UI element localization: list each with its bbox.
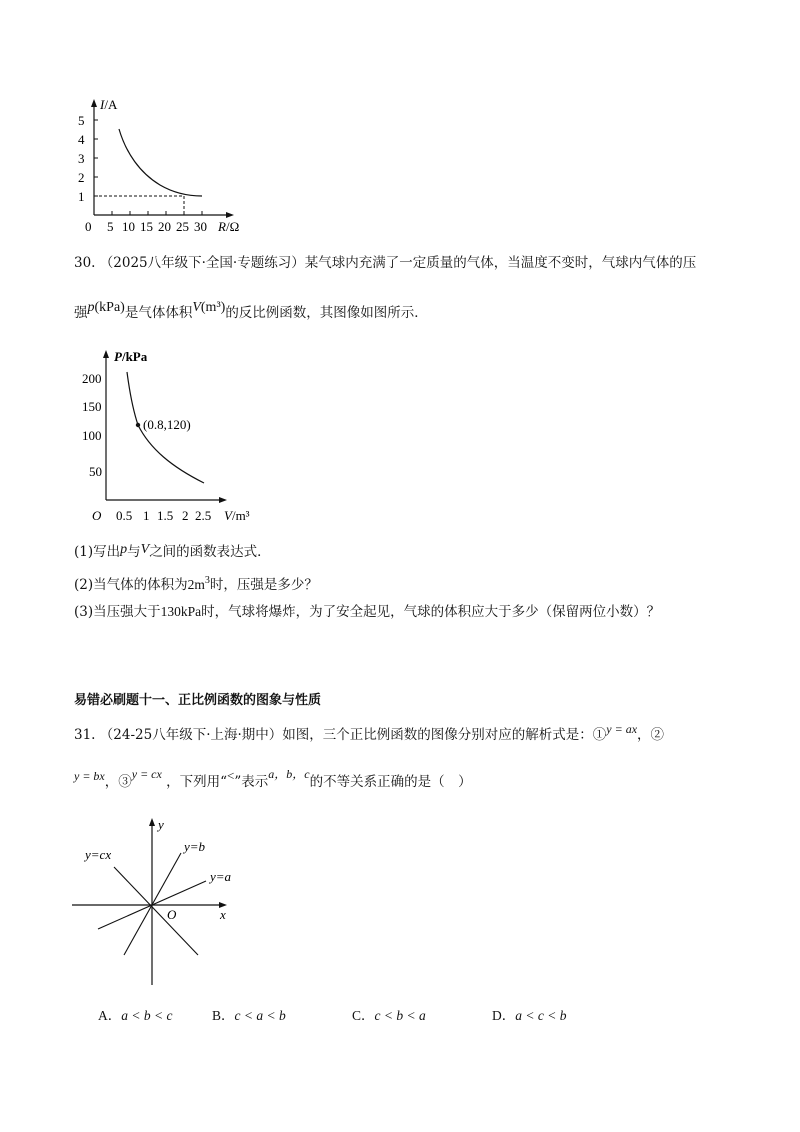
q30-sub1-b: 与	[127, 544, 141, 560]
x-tick-0: 0	[85, 219, 92, 234]
x-tick-1.5: 1.5	[157, 508, 174, 523]
option-b-expr: c < a < b	[234, 1008, 286, 1023]
x-tick-15: 15	[140, 219, 153, 234]
y-tick-2: 2	[78, 170, 85, 185]
option-a-letter: A．	[98, 1008, 122, 1023]
q31-line2-end: 的不等关系正确的是（ ）	[309, 774, 472, 790]
x-tick-5: 5	[107, 219, 114, 234]
q31-line1	[74, 719, 664, 745]
current-resistance-graph	[60, 95, 250, 235]
q30-sub2-val: 2m	[187, 577, 205, 592]
q30-line2-suffix: 的反比例函数，其图像如图所示．	[225, 305, 428, 321]
q30-sub1-c: 之间的函数表达式．	[149, 544, 271, 560]
option-c[interactable]	[352, 1006, 426, 1026]
x-tick-30: 30	[194, 219, 207, 234]
option-c-letter: C．	[352, 1008, 375, 1023]
q30-line2-mid: 是气体体积	[124, 305, 193, 321]
q30-text-line1: 某气球内充满了一定质量的气体，当温度不变时，气球内气体的压	[304, 255, 697, 271]
q30-sub2-exp: 3	[204, 575, 210, 586]
q30-sub1-p: p	[120, 542, 128, 557]
q30-line2-prefix: 强	[74, 305, 88, 321]
origin-label: O	[92, 508, 102, 523]
y-tick-50: 50	[89, 464, 102, 479]
q31-line2-mid: ，下列用“	[166, 774, 228, 790]
option-a-expr: a < b < c	[121, 1008, 173, 1023]
q30-number: 30.	[74, 255, 96, 271]
x-axis-label: V/m³	[224, 508, 250, 523]
q31-line2	[74, 764, 472, 792]
q30-sub3-val: 130kPa	[160, 604, 202, 619]
point-0.8-120	[136, 423, 140, 427]
option-a[interactable]	[98, 1006, 172, 1026]
option-b[interactable]	[212, 1006, 286, 1026]
q31-source: （24-25八年级下·上海·期中）	[99, 727, 283, 743]
x-tick-2: 2	[182, 508, 189, 523]
x-tick-10: 10	[122, 219, 135, 234]
q31-abc: a，b，c	[268, 767, 310, 781]
origin-label: O	[167, 907, 177, 922]
y-axis-label: P/kPa	[114, 349, 148, 364]
q30-sub3	[74, 602, 660, 622]
y-tick-200: 200	[82, 371, 102, 386]
q30-p-unit: (kPa)	[94, 300, 125, 315]
q30-source: （2025八年级下·全国·专题练习）	[99, 255, 305, 271]
y-tick-100: 100	[82, 428, 102, 443]
x-axis-label: R/Ω	[218, 219, 240, 234]
x-tick-2.5: 2.5	[195, 508, 212, 523]
q30-sub1-a: (1)写出	[74, 544, 121, 560]
q31-number: 31.	[74, 727, 96, 743]
label-y-b: y=b	[184, 839, 206, 854]
y-tick-3: 3	[78, 151, 85, 166]
proportional-lines-graph	[70, 815, 250, 990]
option-c-expr: c < b < a	[374, 1008, 426, 1023]
y-axis-arrow	[149, 818, 155, 826]
line-y-cx	[114, 867, 198, 955]
q31-sep1: ，②	[637, 727, 665, 743]
q30-p-var: p	[87, 300, 95, 315]
x-axis-label: x	[220, 907, 226, 922]
q30-sub2-b: 时，压强是多少？	[209, 577, 318, 593]
q30-sub1	[74, 540, 271, 562]
q30-line1	[74, 253, 696, 273]
section-heading: 易错必刷题十一、正比例函数的图象与性质	[74, 693, 322, 708]
q30-sub1-v: V	[140, 542, 150, 557]
y-axis-label: I/A	[100, 97, 118, 112]
y-axis-label: y	[158, 817, 164, 832]
q31-lt-symbol: <	[227, 768, 235, 783]
q30-v-var: V	[192, 300, 201, 315]
option-d-expr: a < c < b	[515, 1008, 567, 1023]
option-d[interactable]	[492, 1006, 566, 1026]
q31-sep2: ，③	[104, 774, 132, 790]
y-axis-arrow	[91, 99, 97, 107]
y-tick-150: 150	[82, 399, 102, 414]
label-y-cx: y=cx	[85, 847, 112, 862]
q30-sub3-a: (3)当压强大于	[74, 604, 161, 620]
q30-sub3-b: 时，气球将爆炸，为了安全起见，气球的体积应大于多少（保留两位小数）？	[201, 604, 661, 620]
q30-line2	[74, 298, 428, 323]
q30-v-unit: (m³)	[200, 300, 226, 315]
option-b-letter: B．	[212, 1008, 235, 1023]
y-tick-5: 5	[78, 113, 85, 128]
q31-text-line1: 如图，三个正比例函数的图像分别对应的解析式是：①	[282, 727, 607, 743]
q31-eq3: y = cx	[131, 767, 162, 781]
y-tick-1: 1	[78, 189, 85, 204]
inverse-curve	[119, 129, 202, 196]
option-d-letter: D．	[492, 1008, 516, 1023]
point-label: (0.8,120)	[143, 417, 191, 432]
q31-eq1: y = ax	[606, 722, 638, 736]
y-axis-arrow	[103, 350, 109, 358]
x-tick-25: 25	[176, 219, 189, 234]
x-axis-arrow	[226, 212, 234, 218]
label-y-a: y=a	[210, 869, 232, 884]
x-axis-arrow	[219, 497, 227, 503]
x-tick-1: 1	[143, 508, 150, 523]
q30-sub2	[74, 571, 318, 595]
x-tick-20: 20	[158, 219, 171, 234]
q31-line2-mid2: ”表示	[234, 774, 269, 790]
pressure-volume-graph	[80, 345, 270, 525]
q30-sub2-a: (2)当气体的体积为	[74, 577, 188, 593]
y-tick-4: 4	[78, 132, 85, 147]
x-tick-0.5: 0.5	[116, 508, 133, 523]
q31-eq2: y = bx	[74, 769, 105, 783]
